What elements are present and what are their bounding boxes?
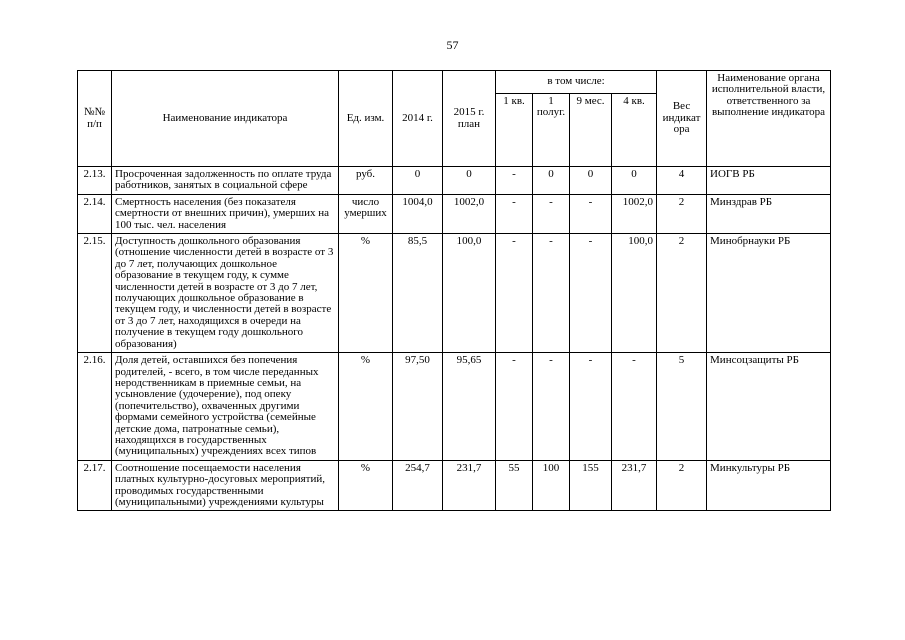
header-num: №№ п/п bbox=[78, 71, 112, 167]
row-organ: Минздрав РБ bbox=[707, 194, 831, 233]
row-q4: 0 bbox=[612, 167, 657, 195]
row-unit: % bbox=[339, 234, 393, 353]
row-h1: - bbox=[533, 234, 570, 353]
row-name: Доля детей, оставшихся без попечения родителей, - всего, в том числе переданных неродственникам в приемные семьи, на усыновление (удочерение), под опеку (попечительство), охваченных другими формами семейного устройства (семейные детские дома, патронатные семьи), находящихся в государственных (муниципальных) учреждениях всех типов bbox=[112, 353, 339, 461]
table-row bbox=[78, 194, 831, 233]
row-h1: - bbox=[533, 353, 570, 461]
row-num: 2.17. bbox=[78, 460, 112, 511]
row-2014: 254,7 bbox=[393, 460, 443, 511]
header-q4: 4 кв. bbox=[612, 94, 657, 167]
row-2014: 0 bbox=[393, 167, 443, 195]
header-q1: 1 кв. bbox=[496, 94, 533, 167]
row-q4: - bbox=[612, 353, 657, 461]
row-9m: - bbox=[570, 194, 612, 233]
row-name: Доступность дошкольного образования (отношение численности детей в возрасте от 3 до 7 лет, получающих дошкольное образование в текущем году, к сумме численности детей в возрасте от 3 до 7 лет, получающих дошкольное образование в текущем году, и численности детей в возрасте от 3 до 7 лет, находящихся в очереди на получение в текущем году дошкольного образования) bbox=[112, 234, 339, 353]
row-q4: 100,0 bbox=[612, 234, 657, 353]
row-2015: 95,65 bbox=[443, 353, 496, 461]
row-num: 2.13. bbox=[78, 167, 112, 195]
row-organ: Минсоцзащиты РБ bbox=[707, 353, 831, 461]
row-unit: число умерших bbox=[339, 194, 393, 233]
row-organ: Минобрнауки РБ bbox=[707, 234, 831, 353]
row-weight: 2 bbox=[657, 234, 707, 353]
row-num: 2.16. bbox=[78, 353, 112, 461]
header-2014: 2014 г. bbox=[393, 71, 443, 167]
row-num: 2.14. bbox=[78, 194, 112, 233]
row-q1: - bbox=[496, 194, 533, 233]
row-9m: - bbox=[570, 234, 612, 353]
row-2014: 97,50 bbox=[393, 353, 443, 461]
header-2015: 2015 г. план bbox=[443, 71, 496, 167]
row-q4: 1002,0 bbox=[612, 194, 657, 233]
row-name: Соотношение посещаемости населения платных культурно-досуговых мероприятий, проводимых государственными (муниципальными) учреждениями культуры bbox=[112, 460, 339, 511]
row-num: 2.15. bbox=[78, 234, 112, 353]
row-name: Просроченная задолженность по оплате труда работников, занятых в социальной сфере bbox=[112, 167, 339, 195]
row-2015: 0 bbox=[443, 167, 496, 195]
row-2014: 85,5 bbox=[393, 234, 443, 353]
row-q1: - bbox=[496, 234, 533, 353]
row-unit: руб. bbox=[339, 167, 393, 195]
row-weight: 5 bbox=[657, 353, 707, 461]
row-organ: ИОГВ РБ bbox=[707, 167, 831, 195]
row-q4: 231,7 bbox=[612, 460, 657, 511]
page-number: 57 bbox=[446, 38, 459, 52]
row-q1: - bbox=[496, 353, 533, 461]
table-body bbox=[78, 167, 831, 511]
table-header bbox=[78, 71, 831, 167]
row-h1: - bbox=[533, 194, 570, 233]
row-9m: 155 bbox=[570, 460, 612, 511]
row-2015: 231,7 bbox=[443, 460, 496, 511]
header-unit: Ед. изм. bbox=[339, 71, 393, 167]
row-9m: - bbox=[570, 353, 612, 461]
row-h1: 0 bbox=[533, 167, 570, 195]
row-name: Смертность населения (без показателя смертности от внешних причин), умерших на 100 тыс. чел. населения bbox=[112, 194, 339, 233]
header-including: в том числе: bbox=[496, 71, 657, 94]
header-organ: Наименование органа исполнительной власти, ответственного за выполнение индикатора bbox=[707, 71, 831, 167]
table-row bbox=[78, 167, 831, 195]
row-2015: 100,0 bbox=[443, 234, 496, 353]
table-row bbox=[78, 460, 831, 511]
table-row bbox=[78, 353, 831, 461]
header-9m: 9 мес. bbox=[570, 94, 612, 167]
header-h1: 1 полуг. bbox=[533, 94, 570, 167]
row-weight: 4 bbox=[657, 167, 707, 195]
row-unit: % bbox=[339, 353, 393, 461]
row-weight: 2 bbox=[657, 460, 707, 511]
header-weight: Вес индикат ора bbox=[657, 71, 707, 167]
row-9m: 0 bbox=[570, 167, 612, 195]
row-q1: - bbox=[496, 167, 533, 195]
row-h1: 100 bbox=[533, 460, 570, 511]
row-2014: 1004,0 bbox=[393, 194, 443, 233]
header-name: Наименование индикатора bbox=[112, 71, 339, 167]
row-organ: Минкультуры РБ bbox=[707, 460, 831, 511]
row-2015: 1002,0 bbox=[443, 194, 496, 233]
row-q1: 55 bbox=[496, 460, 533, 511]
row-unit: % bbox=[339, 460, 393, 511]
table-row bbox=[78, 234, 831, 353]
indicators-table bbox=[77, 70, 831, 511]
row-weight: 2 bbox=[657, 194, 707, 233]
